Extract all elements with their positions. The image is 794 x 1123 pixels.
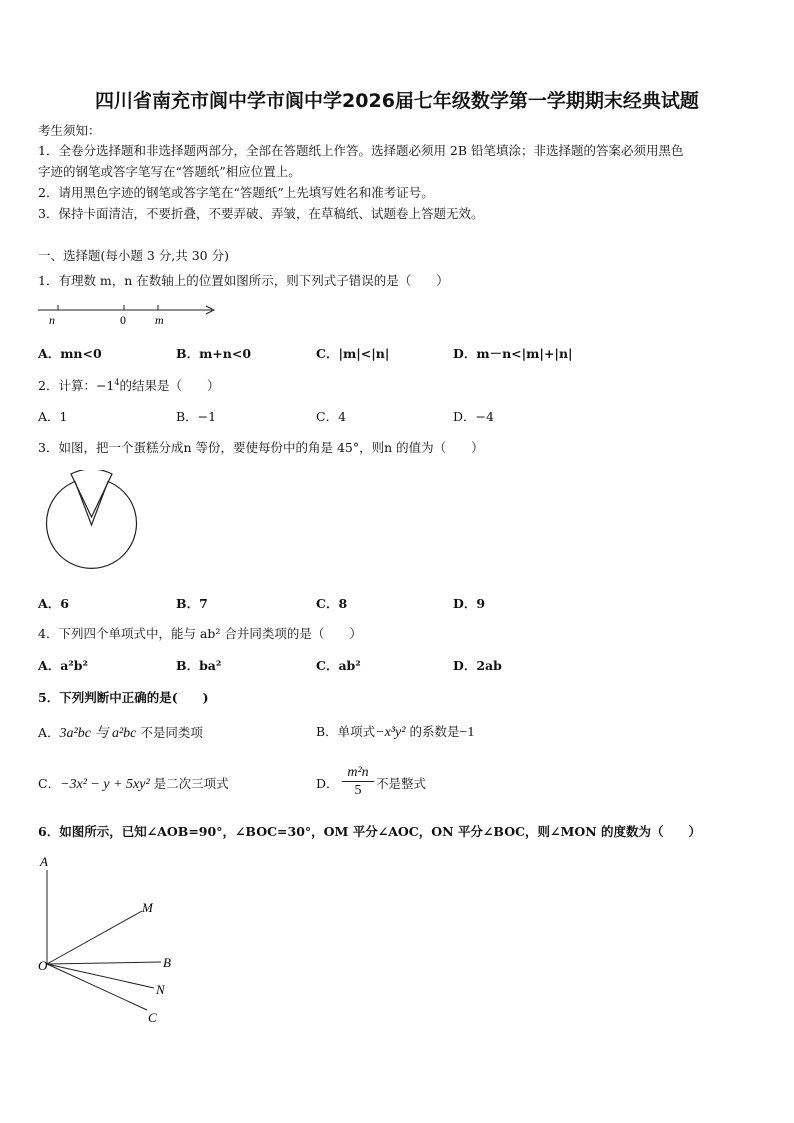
option-d-denominator: 5 (354, 783, 362, 798)
notice-heading: 考生须知： (38, 123, 101, 138)
question-2-stem-post: 的结果是（ ） (119, 378, 220, 393)
question-4-stem: 4．下列四个单项式中，能与 ab² 合并同类项的是（ ） (38, 626, 362, 641)
question-5-option-b[interactable] (316, 722, 474, 741)
option-b-math: −x³y² (375, 725, 406, 740)
question-3-option-d[interactable]: D．9 (453, 596, 486, 611)
option-c-label: C． (38, 776, 61, 791)
point-label-c: C (148, 1010, 157, 1025)
question-5-stem: 5．下列判断中正确的是( ) (38, 690, 209, 705)
axis-label-n: n (49, 313, 55, 327)
question-3-stem: 3．如图，把一个蛋糕分成n 等份，要使每份中的角是 45°，则n 的值为（ ） (38, 440, 484, 455)
axis-label-m: m (155, 313, 164, 327)
option-a-text: 不是同类项 (140, 725, 203, 740)
option-b-text: 的系数是 (409, 724, 460, 739)
question-5-option-c[interactable] (38, 774, 229, 793)
question-2-expr: −1 (95, 378, 115, 393)
question-1-option-b[interactable]: B．m+n<0 (176, 346, 252, 361)
question-6-stem: 6．如图所示，已知∠AOB=90°，∠BOC=30°，OM 平分∠AOC，ON 平分∠BOC，则∠MON 的度数为（ ） (38, 824, 702, 839)
question-4-option-b[interactable]: B．ba² (176, 658, 222, 673)
option-c-math: −3x² − y + 5xy² (60, 777, 150, 792)
question-3-option-c[interactable]: C．8 (316, 596, 348, 611)
number-line-figure (36, 300, 220, 330)
question-2-stem (38, 376, 220, 394)
option-a-label: A． (38, 725, 60, 740)
option-c-text: 是二次三项式 (153, 776, 229, 791)
point-label-m: M (142, 900, 153, 915)
option-d-fraction (342, 764, 374, 800)
point-label-o: O (38, 958, 48, 973)
cake-figure (40, 470, 144, 576)
question-2-exponent: 4 (114, 377, 120, 387)
question-1-option-d[interactable]: D．m－n<|m|+|n| (453, 346, 573, 361)
question-2-option-b[interactable]: B．−1 (176, 409, 217, 424)
question-3-option-a[interactable]: A．6 (38, 596, 69, 611)
question-2-option-d[interactable]: D．−4 (453, 409, 494, 424)
question-1-option-a[interactable]: A．mn<0 (38, 346, 102, 361)
point-label-n: N (156, 982, 165, 997)
option-b-label: B．单项式 (316, 724, 376, 739)
option-d-numerator: m²n (342, 764, 374, 782)
question-2-option-c[interactable]: C．4 (316, 409, 347, 424)
angle-figure (34, 852, 184, 1028)
option-d-text: 不是整式 (376, 776, 427, 791)
notice-line-3: 2．请用黑色字迹的钢笔或答字笔在“答题纸”上先填写姓名和准考证号。 (38, 185, 434, 200)
point-label-b: B (163, 955, 171, 970)
option-a-math: 3a²bc 与 a²bc (59, 726, 137, 741)
question-4-option-a[interactable]: A．a²b² (38, 658, 88, 673)
question-4-option-d[interactable]: D．2ab (453, 658, 502, 673)
point-label-a: A (40, 854, 48, 869)
question-4-option-c[interactable]: C．ab² (316, 658, 361, 673)
question-3-option-b[interactable]: B．7 (176, 596, 208, 611)
option-b-value: −1 (459, 725, 475, 740)
page-title: 四川省南充市阆中学市阆中学2026届七年级数学第一学期期末经典试题 (95, 90, 699, 112)
question-2-option-a[interactable]: A．1 (38, 409, 68, 424)
notice-line-2: 字迹的钢笔或答字笔写在“答题纸”相应位置上。 (38, 164, 301, 179)
question-1-option-c[interactable]: C．|m|<|n| (316, 346, 390, 361)
question-2-stem-pre: 2．计算： (38, 378, 96, 393)
question-1-stem: 1．有理数 m，n 在数轴上的位置如图所示，则下列式子错误的是（ ） (38, 273, 449, 288)
notice-line-1: 1．全卷分选择题和非选择题两部分，全部在答题纸上作答。选择题必须用 2B 铅笔填涂；非选择题的答案必须用黑色 (38, 143, 684, 158)
axis-label-zero: 0 (120, 313, 126, 327)
question-5-option-a[interactable] (38, 722, 203, 742)
option-d-label: D． (316, 776, 339, 791)
section-heading: 一、选择题(每小题 3 分,共 30 分) (38, 248, 229, 263)
notice-line-4: 3．保持卡面清洁，不要折叠，不要弄破、弄皱，在草稿纸、试题卷上答题无效。 (38, 206, 484, 221)
